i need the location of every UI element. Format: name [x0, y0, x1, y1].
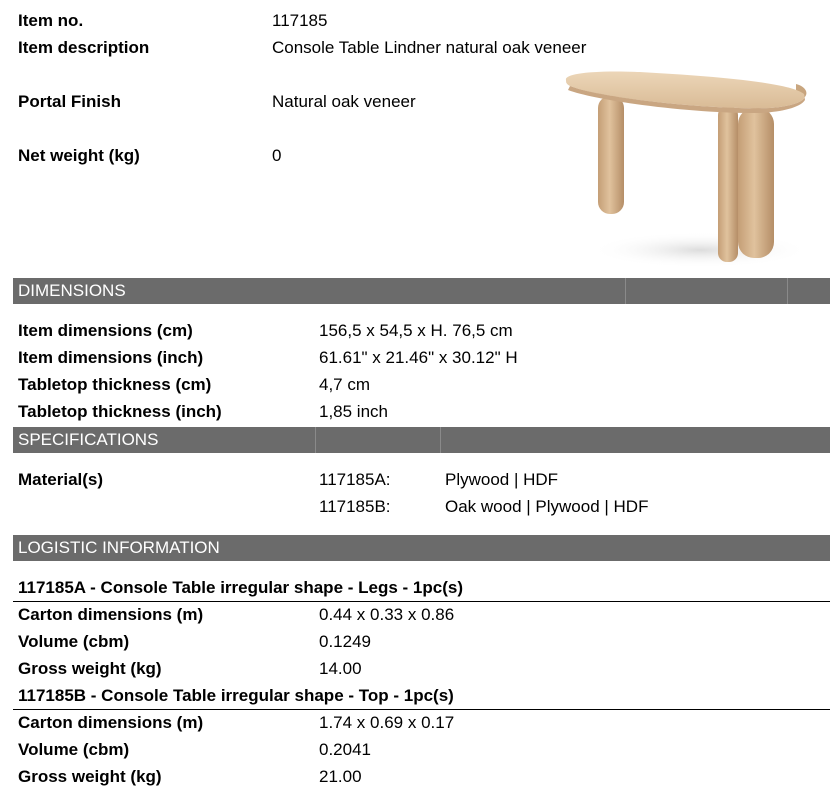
tabletop-thickness-cm-value: 4,7 cm: [319, 375, 371, 394]
net-weight-label: Net weight (kg): [18, 146, 140, 165]
gross-weight-value-a: 14.00: [319, 659, 362, 678]
net-weight-value: 0: [272, 146, 282, 165]
dimensions-header-label: DIMENSIONS: [18, 281, 126, 300]
material-value-a: Plywood | HDF: [445, 470, 559, 489]
item-no-label: Item no.: [18, 11, 84, 30]
carton-dimensions-label-a: Carton dimensions (m): [18, 605, 204, 624]
header-divider: [440, 427, 441, 453]
header-divider: [315, 427, 316, 453]
material-code-a: 117185A:: [319, 470, 391, 489]
materials-label: Material(s): [18, 470, 104, 489]
item-no-value: 117185: [272, 11, 328, 30]
specifications-header: [13, 427, 830, 453]
carton-dimensions-label-b: Carton dimensions (m): [18, 713, 204, 732]
carton-dimensions-value-a: 0.44 x 0.33 x 0.86: [319, 605, 455, 624]
group-divider: [13, 709, 830, 710]
material-code-b: 117185B:: [319, 497, 391, 516]
header-divider: [625, 278, 626, 304]
logistic-header: [13, 535, 830, 561]
tabletop-thickness-cm-label: Tabletop thickness (cm): [18, 375, 212, 394]
product-image: [560, 70, 810, 270]
item-dimensions-cm-label: Item dimensions (cm): [18, 321, 193, 340]
volume-label-b: Volume (cbm): [18, 740, 130, 759]
volume-value-b: 0.2041: [319, 740, 371, 759]
tabletop-thickness-inch-label: Tabletop thickness (inch): [18, 402, 222, 421]
volume-value-a: 0.1249: [319, 632, 371, 651]
item-dimensions-inch-value: 61.61" x 21.46" x 30.12" H: [319, 348, 518, 367]
header-divider: [787, 278, 788, 304]
volume-label-a: Volume (cbm): [18, 632, 130, 651]
gross-weight-label-b: Gross weight (kg): [18, 767, 162, 786]
carton-dimensions-value-b: 1.74 x 0.69 x 0.17: [319, 713, 455, 732]
logistic-group-title-a: 117185A - Console Table irregular shape - Legs - 1pc(s): [18, 578, 463, 597]
item-dimensions-inch-label: Item dimensions (inch): [18, 348, 204, 367]
specifications-header-label: SPECIFICATIONS: [18, 430, 159, 449]
gross-weight-label-a: Gross weight (kg): [18, 659, 162, 678]
portal-finish-value: Natural oak veneer: [272, 92, 416, 111]
item-dimensions-cm-value: 156,5 x 54,5 x H. 76,5 cm: [319, 321, 513, 340]
logistic-group-title-b: 117185B - Console Table irregular shape - Top - 1pc(s): [18, 686, 454, 705]
logistic-header-label: LOGISTIC INFORMATION: [18, 538, 220, 557]
group-divider: [13, 601, 830, 602]
dimensions-header: [13, 278, 830, 304]
gross-weight-value-b: 21.00: [319, 767, 362, 786]
item-description-value: Console Table Lindner natural oak veneer: [272, 38, 587, 57]
item-description-label: Item description: [18, 38, 150, 57]
portal-finish-label: Portal Finish: [18, 92, 121, 111]
tabletop-thickness-inch-value: 1,85 inch: [319, 402, 388, 421]
material-value-b: Oak wood | Plywood | HDF: [445, 497, 649, 516]
